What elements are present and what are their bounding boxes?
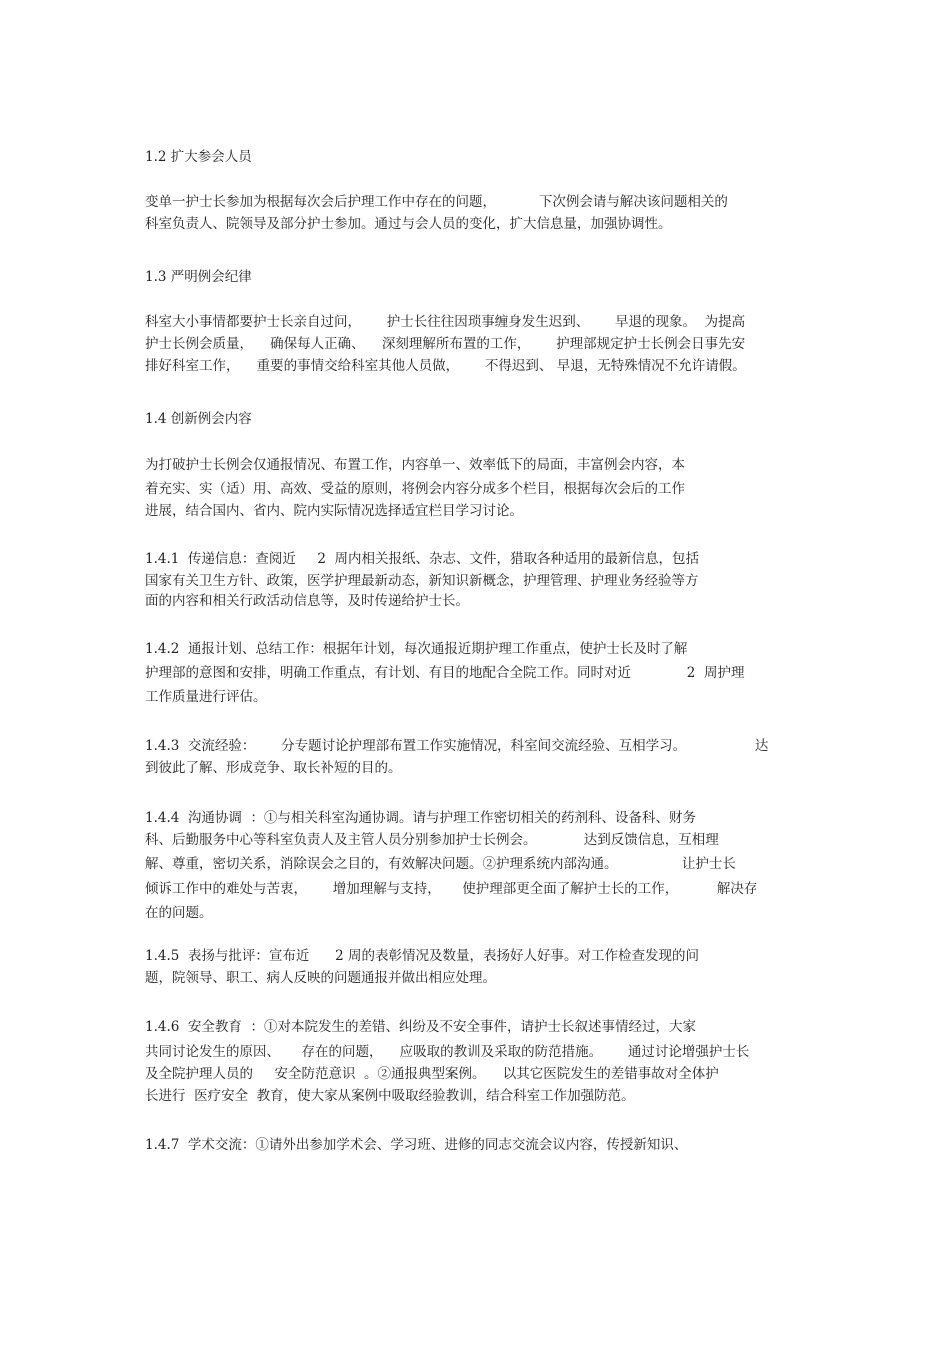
paragraph-line-1-4-7: 1.4.7 学术交流：①请外出参加学术会、学习班、进修的同志交流会议内容，传授新知识、 [145,1137,688,1153]
paragraph-line: 排好科室工作， 重要的事情交给科室其他人员做， 不得迟到、 早退，无特殊情况不允许请假。 [145,358,746,374]
paragraph-line: 变单一护士长参加为根据每次会后护理工作中存在的问题， 下次例会请与解决该问题相关的 [145,194,728,210]
paragraph-line-1-4-5: 1.4.5 表扬与批评：宣布近 2 周的表彰情况及数量，表扬好人好事。对工作检查发现的问 [145,948,700,964]
paragraph-line: 国家有关卫生方针、政策，医学护理最新动态，新知识新概念，护理管理、护理业务经验等方 [145,573,699,589]
paragraph-line: 工作质量进行评估。 [145,689,267,705]
paragraph-line: 倾诉工作中的难处与苦衷， 增加理解与支持， 使护理部更全面了解护士长的工作， 解决存 [145,881,758,897]
paragraph-line: 共同讨论发生的原因、 存在的问题， 应吸取的教训及采取的防范措施。 通过讨论增强护士长 [145,1044,750,1060]
paragraph-line-1-4-1: 1.4.1 传递信息：查阅近 2 周内相关报纸、杂志、文件，猎取各种适用的最新信息，包括 [145,551,700,567]
section-heading-1-3: 1.3 严明例会纪律 [145,269,252,285]
paragraph-line: 长进行 医疗安全 教育，使大家从案例中吸取经验教训，结合科室工作加强防范。 [145,1088,635,1104]
paragraph-line: 着充实、实（适）用、高效、受益的原则，将例会内容分成多个栏目，根据每次会后的工作 [145,481,685,497]
paragraph-line: 题，院领导、职工、病人反映的问题通报并做出相应处理。 [145,970,496,986]
paragraph-line: 在的问题。 [145,905,213,921]
paragraph-line-1-4-6: 1.4.6 安全教育 ：①对本院发生的差错、纠纷及不安全事件，请护士长叙述事情经过，大家 [145,1019,697,1035]
paragraph-line: 进展，结合国内、省内、院内实际情况选择适宜栏目学习讨论。 [145,503,523,519]
paragraph-line: 科室大小事情都要护士长亲自过问， 护士长往往因琐事缠身发生迟到、 早退的现象。 为提高 [145,314,746,330]
paragraph-line: 护理部的意图和安排，明确工作重点，有计划、有目的地配合全院工作。同时对近 2 周护理 [145,665,745,681]
paragraph-line: 为打破护士长例会仅通报情况、布置工作，内容单一、效率低下的局面，丰富例会内容，本 [145,457,685,473]
section-heading-1-2: 1.2 扩大参会人员 [145,149,252,165]
paragraph-line-1-4-4: 1.4.4 沟通协调 ：①与相关科室沟通协调。请与护理工作密切相关的药剂科、设备科、财务 [145,810,697,826]
paragraph-line: 及全院护理人员的 安全防范意识 。②通报典型案例。 以其它医院发生的差错事故对全体护 [145,1066,719,1082]
paragraph-line-1-4-2: 1.4.2 通报计划、总结工作：根据年计划，每次通报近期护理工作重点，使护士长及时了解 [145,641,688,657]
paragraph-line: 面的内容和相关行政活动信息等，及时传递给护士长。 [145,593,469,609]
paragraph-line: 科室负责人、院领导及部分护士参加。通过与会人员的变化，扩大信息量，加强协调性。 [145,216,672,232]
paragraph-line: 解、尊重，密切关系，消除误会之目的，有效解决问题。②护理系统内部沟通。 让护士长 [145,856,736,872]
paragraph-line: 科、后勤服务中心等科室负责人及主管人员分别参加护士长例会。 达到反馈信息，互相理 [145,832,719,848]
paragraph-line: 护士长例会质量， 确保每人正确、 深刻理解所布置的工作， 护理部规定护士长例会日事先安 [145,336,746,352]
paragraph-line-1-4-3: 1.4.3 交流经验： 分专题讨论护理部布置工作实施情况，科室间交流经验、互相学习。 达 [145,738,769,754]
section-heading-1-4: 1.4 创新例会内容 [145,411,252,427]
paragraph-line: 到彼此了解、形成竞争、取长补短的目的。 [145,760,402,776]
